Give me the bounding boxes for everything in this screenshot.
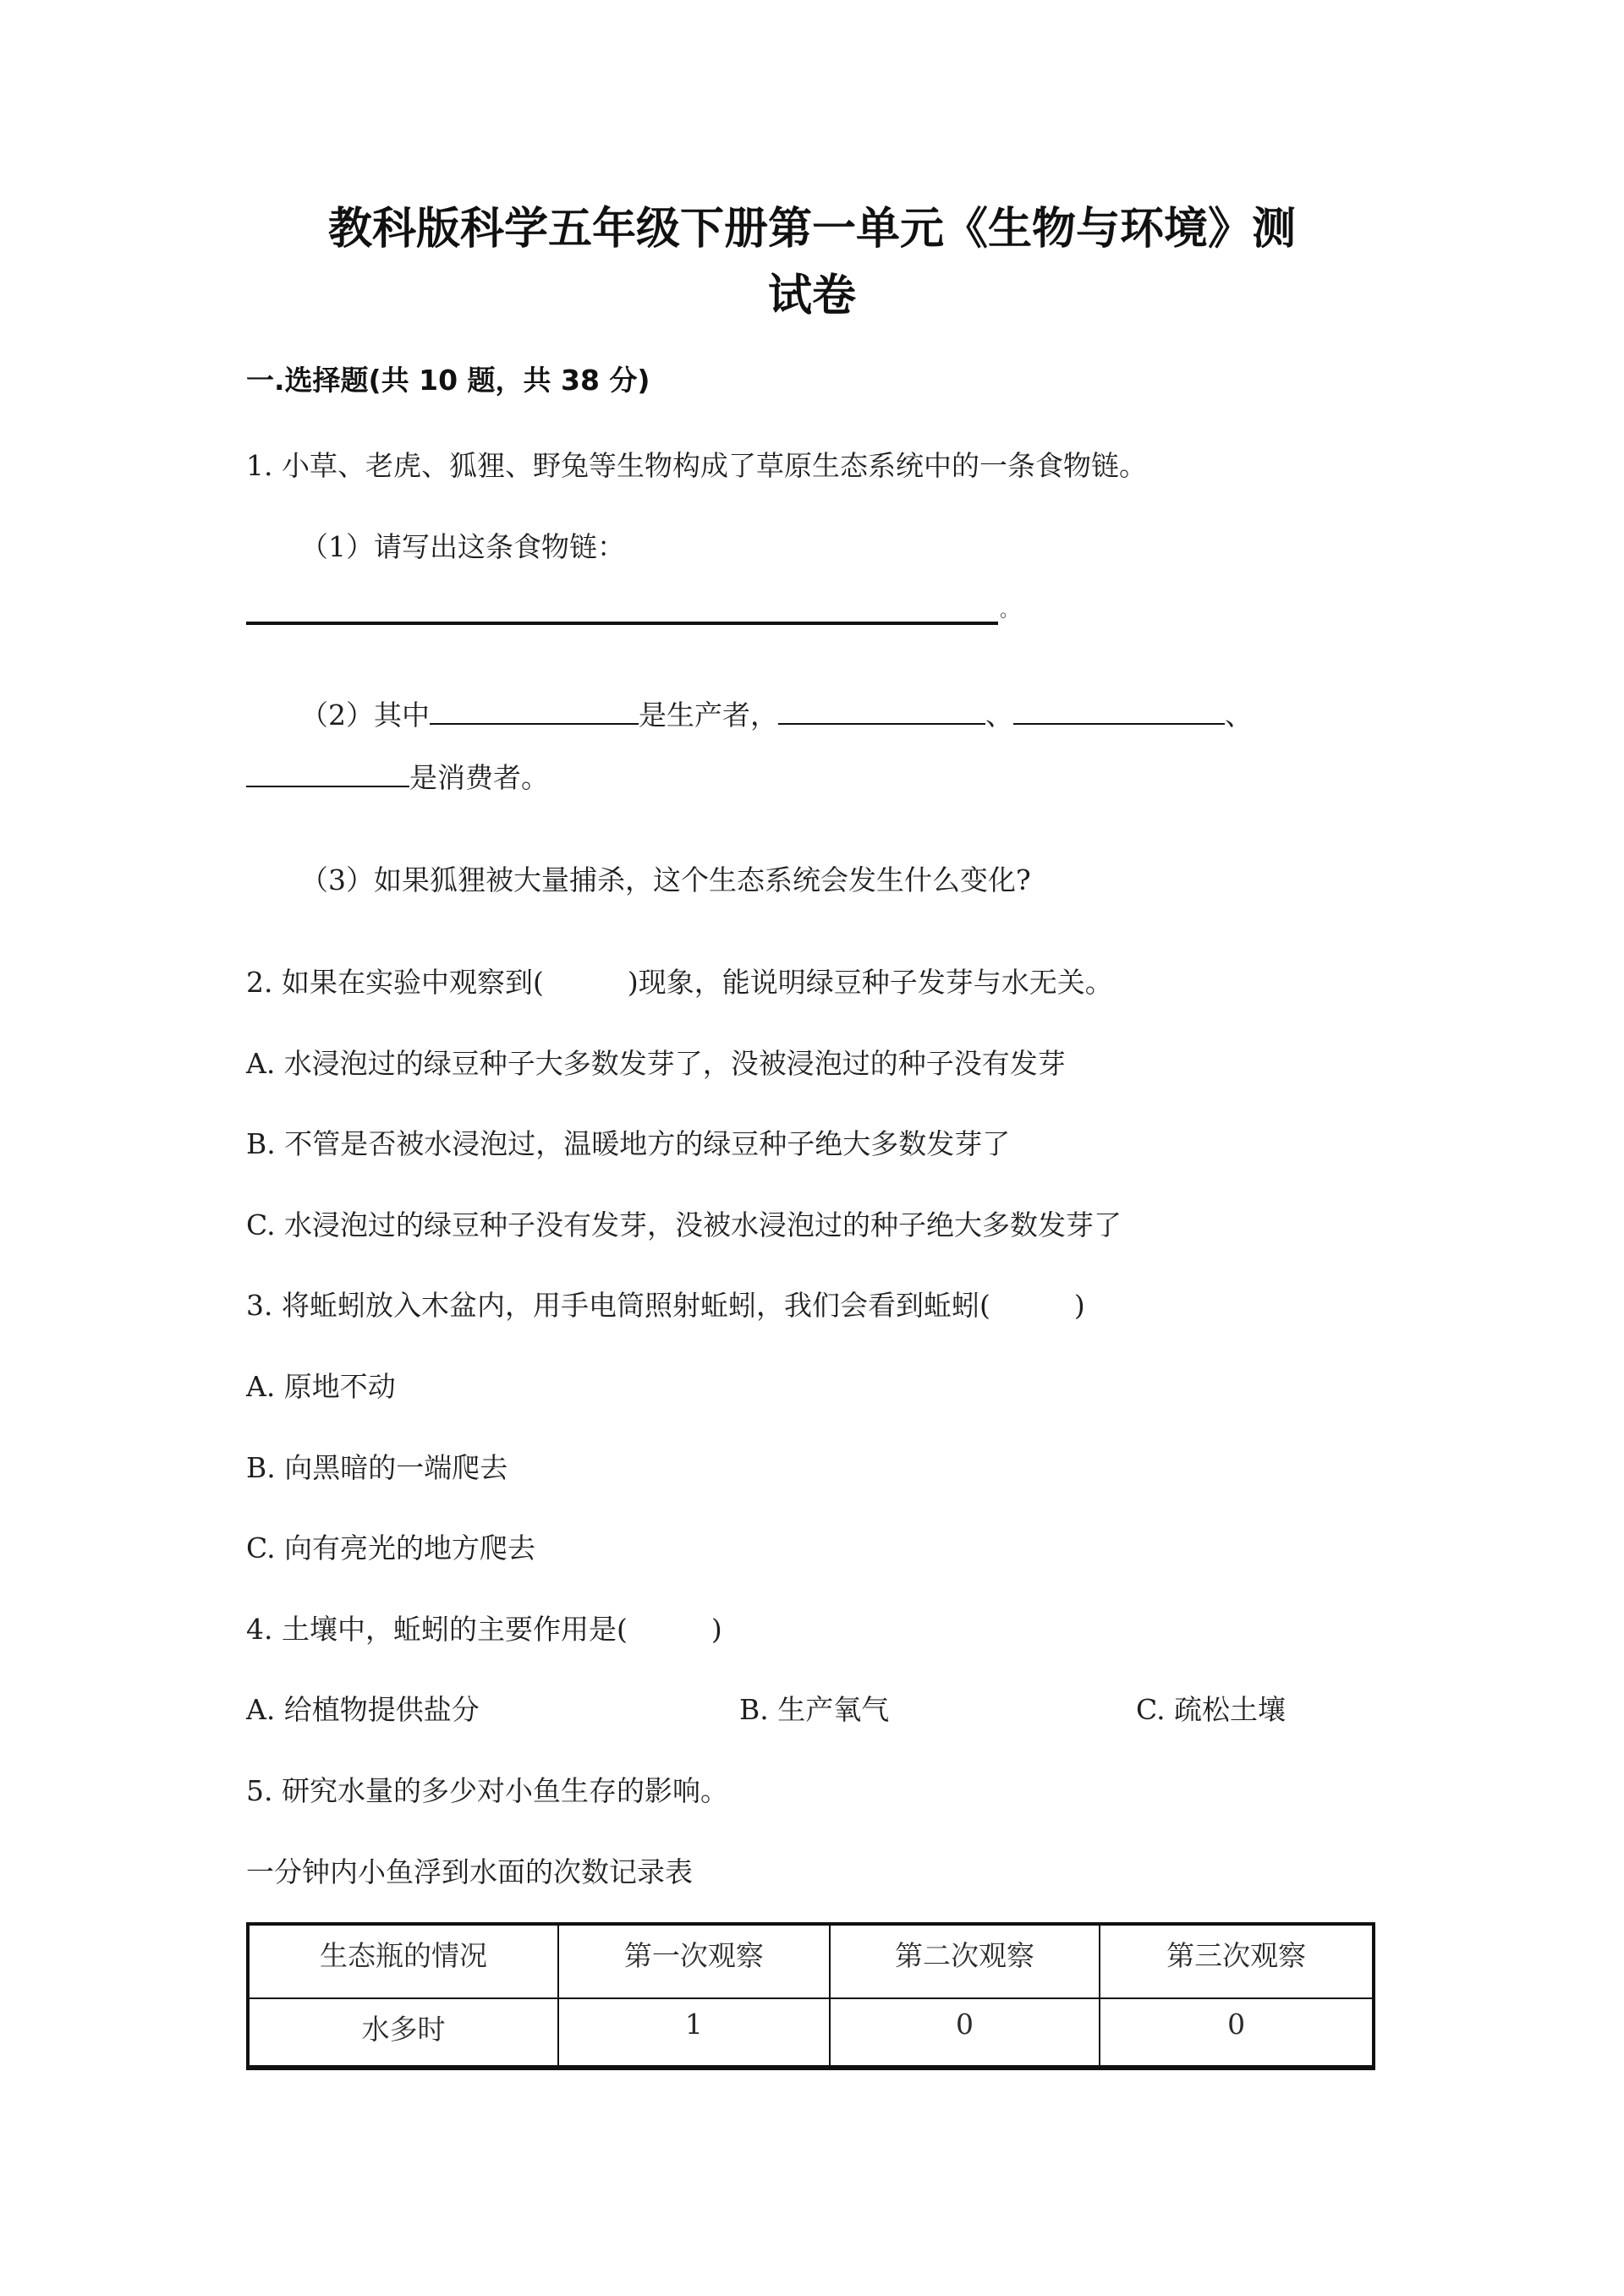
- q1-sub2-prefix: （2）其中: [300, 699, 430, 732]
- fish-observation-table: [246, 1922, 1375, 2070]
- q1-sub2-sep1: 、: [985, 699, 1013, 732]
- table-cell: 1: [558, 1998, 830, 2068]
- q5-table-caption: 一分钟内小鱼浮到水面的次数记录表: [246, 1855, 693, 1888]
- q3-option-b[interactable]: B. 向黑暗的一端爬去: [246, 1451, 508, 1484]
- q1-consumer-blank-1[interactable]: [778, 698, 985, 725]
- q1-sub3: （3）如果狐狸被大量捕杀，这个生态系统会发生什么变化?: [300, 863, 1031, 896]
- q1-sub2-line: [300, 697, 1253, 734]
- q4-stem: 4. 土壤中，蚯蚓的主要作用是( ): [246, 1613, 722, 1646]
- table-header-cell: 生态瓶的情况: [248, 1924, 558, 1998]
- q3-stem: 3. 将蚯蚓放入木盆内，用手电筒照射蚯蚓，我们会看到蚯蚓( ): [246, 1289, 1085, 1322]
- table-cell: 水多时: [248, 1998, 558, 2068]
- q4-option-b[interactable]: B. 生产氧气: [739, 1693, 890, 1726]
- table-header-row: [248, 1924, 1374, 1998]
- q1-consumer-blank-3[interactable]: [246, 760, 409, 787]
- q1-sub2-end: 是消费者。: [409, 761, 549, 794]
- exam-title-line2: 试卷: [767, 271, 856, 321]
- q5-stem: 5. 研究水量的多少对小鱼生存的影响。: [246, 1774, 728, 1807]
- q2-option-b[interactable]: B. 不管是否被水浸泡过，温暖地方的绿豆种子绝大多数发芽了: [246, 1127, 1011, 1160]
- q1-sub2-mid: 是生产者，: [639, 699, 778, 732]
- q1-sub1-end-mark: 。: [1000, 600, 1019, 622]
- table-header-cell: 第三次观察: [1100, 1924, 1374, 1998]
- q2-stem: 2. 如果在实验中观察到( )现象，能说明绿豆种子发芽与水无关。: [246, 966, 1113, 999]
- q1-consumer-blank-2[interactable]: [1013, 698, 1225, 725]
- q2-option-c[interactable]: C. 水浸泡过的绿豆种子没有发芽，没被水浸泡过的种子绝大多数发芽了: [246, 1208, 1122, 1241]
- q4-option-a[interactable]: A. 给植物提供盐分: [246, 1693, 480, 1726]
- section-heading: 一.选择题(共 10 题，共 38 分): [246, 364, 650, 397]
- q1-sub2-line2: [246, 759, 549, 797]
- q3-option-a[interactable]: A. 原地不动: [246, 1370, 396, 1403]
- q1-sub1-label: （1）请写出这条食物链：: [300, 530, 625, 563]
- exam-title-line1: 教科版科学五年级下册第一单元《生物与环境》测: [327, 204, 1296, 255]
- q1-producer-blank[interactable]: [430, 698, 639, 725]
- q3-option-c[interactable]: C. 向有亮光的地方爬去: [246, 1532, 536, 1564]
- table-header-cell: 第二次观察: [830, 1924, 1100, 1998]
- table-header-cell: 第一次观察: [558, 1924, 830, 1998]
- q1-stem: 1. 小草、老虎、狐狸、野兔等生物构成了草原生态系统中的一条食物链。: [246, 449, 1147, 482]
- q2-option-a[interactable]: A. 水浸泡过的绿豆种子大多数发芽了，没被浸泡过的种子没有发芽: [246, 1047, 1066, 1080]
- q1-sub1-answer-blank[interactable]: [246, 622, 998, 625]
- q4-option-c[interactable]: C. 疏松土壤: [1136, 1693, 1287, 1726]
- table-row: [248, 1998, 1374, 2068]
- table-cell: 0: [1100, 1998, 1374, 2068]
- table-cell: 0: [830, 1998, 1100, 2068]
- q1-sub2-sep2: 、: [1225, 699, 1253, 732]
